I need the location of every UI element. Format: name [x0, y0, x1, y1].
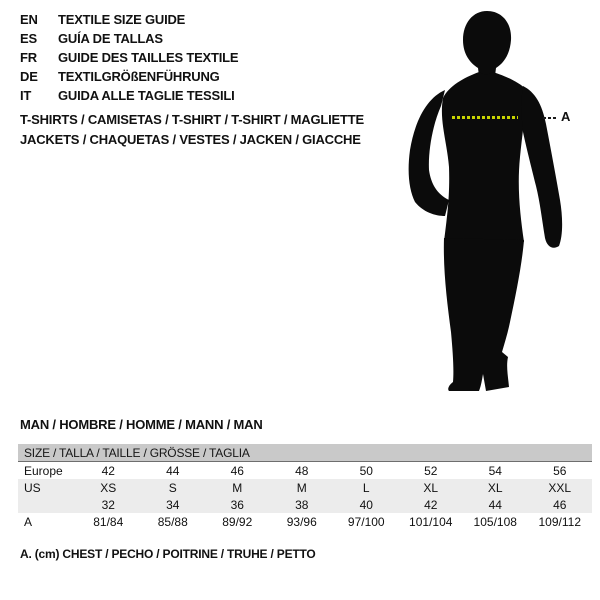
- man-figure: [403, 2, 573, 394]
- language-code: IT: [20, 88, 32, 103]
- size-cell: 93/96: [286, 514, 317, 529]
- language-row-en: [20, 10, 238, 29]
- size-cell: 54: [488, 463, 502, 478]
- language-label: TEXTILE SIZE GUIDE: [58, 12, 186, 27]
- size-cell: 85/88: [157, 514, 188, 529]
- size-cell: XL: [487, 480, 503, 495]
- size-cell: M: [232, 480, 243, 495]
- table-row-europe: [18, 462, 592, 479]
- row-label: US: [24, 480, 41, 495]
- table-row-us: [18, 479, 592, 496]
- language-label: GUÍA DE TALLAS: [58, 31, 163, 46]
- table-row-numeric: [18, 496, 592, 513]
- language-title-list: [20, 10, 238, 105]
- measure-extension-line: [543, 117, 558, 119]
- language-code: EN: [20, 12, 38, 27]
- man-legs: [444, 238, 524, 391]
- size-cell: 56: [553, 463, 567, 478]
- size-cell: 46: [230, 463, 244, 478]
- language-row-de: [20, 67, 238, 86]
- measure-label-a: A: [561, 109, 571, 124]
- size-table: [18, 444, 592, 530]
- size-cell: 109/112: [538, 514, 581, 529]
- size-cell: XXL: [548, 480, 572, 495]
- size-cell: 34: [166, 497, 180, 512]
- size-cell: 42: [424, 497, 438, 512]
- section-title-man: MAN / HOMBRE / HOMME / MANN / MAN: [20, 417, 263, 432]
- size-cell: 48: [295, 463, 309, 478]
- table-row-chest-a: [18, 513, 592, 530]
- man-torso: [442, 72, 527, 242]
- size-cell: 105/108: [473, 514, 517, 529]
- language-label: GUIDA ALLE TAGLIE TESSILI: [58, 88, 235, 103]
- size-cell: 44: [488, 497, 502, 512]
- size-cell: 97/100: [347, 514, 385, 529]
- size-cell: 50: [359, 463, 373, 478]
- chest-measure-line: [452, 116, 518, 119]
- man-right-arm: [522, 86, 563, 248]
- category-list: [20, 109, 364, 149]
- size-cell: 46: [553, 497, 567, 512]
- size-cell: 40: [359, 497, 373, 512]
- man-head: [463, 11, 511, 78]
- size-table-header: SIZE / TALLA / TAILLE / GRÖSSE / TAGLIA: [18, 444, 592, 462]
- size-cell: 42: [101, 463, 115, 478]
- language-row-fr: [20, 48, 238, 67]
- size-cell: 38: [295, 497, 309, 512]
- size-cell: S: [168, 480, 177, 495]
- size-cell: L: [362, 480, 370, 495]
- size-cell: 101/104: [409, 514, 453, 529]
- category-tshirts: T-SHIRTS / CAMISETAS / T-SHIRT / T-SHIRT / MAGLIETTE: [20, 111, 364, 127]
- category-jackets: JACKETS / CHAQUETAS / VESTES / JACKEN / GIACCHE: [20, 131, 361, 147]
- size-cell: 52: [424, 463, 438, 478]
- language-code: ES: [20, 31, 37, 46]
- language-code: DE: [20, 69, 38, 84]
- language-row-es: [20, 29, 238, 48]
- row-label: Europe: [24, 463, 63, 478]
- language-label: TEXTILGRÖßENFÜHRUNG: [58, 69, 220, 84]
- size-cell: 32: [101, 497, 115, 512]
- size-cell: 81/84: [93, 514, 124, 529]
- measurement-footnote: A. (cm) CHEST / PECHO / POITRINE / TRUHE / PETTO: [20, 547, 316, 561]
- language-code: FR: [20, 50, 37, 65]
- size-cell: 89/92: [222, 514, 253, 529]
- size-cell: XL: [423, 480, 439, 495]
- size-cell: 36: [230, 497, 244, 512]
- language-row-it: [20, 86, 238, 105]
- size-cell: M: [296, 480, 307, 495]
- man-silhouette: [403, 2, 573, 394]
- row-label: A: [24, 514, 33, 529]
- size-cell: 44: [166, 463, 180, 478]
- size-cell: XS: [100, 480, 117, 495]
- language-label: GUIDE DES TAILLES TEXTILE: [58, 50, 239, 65]
